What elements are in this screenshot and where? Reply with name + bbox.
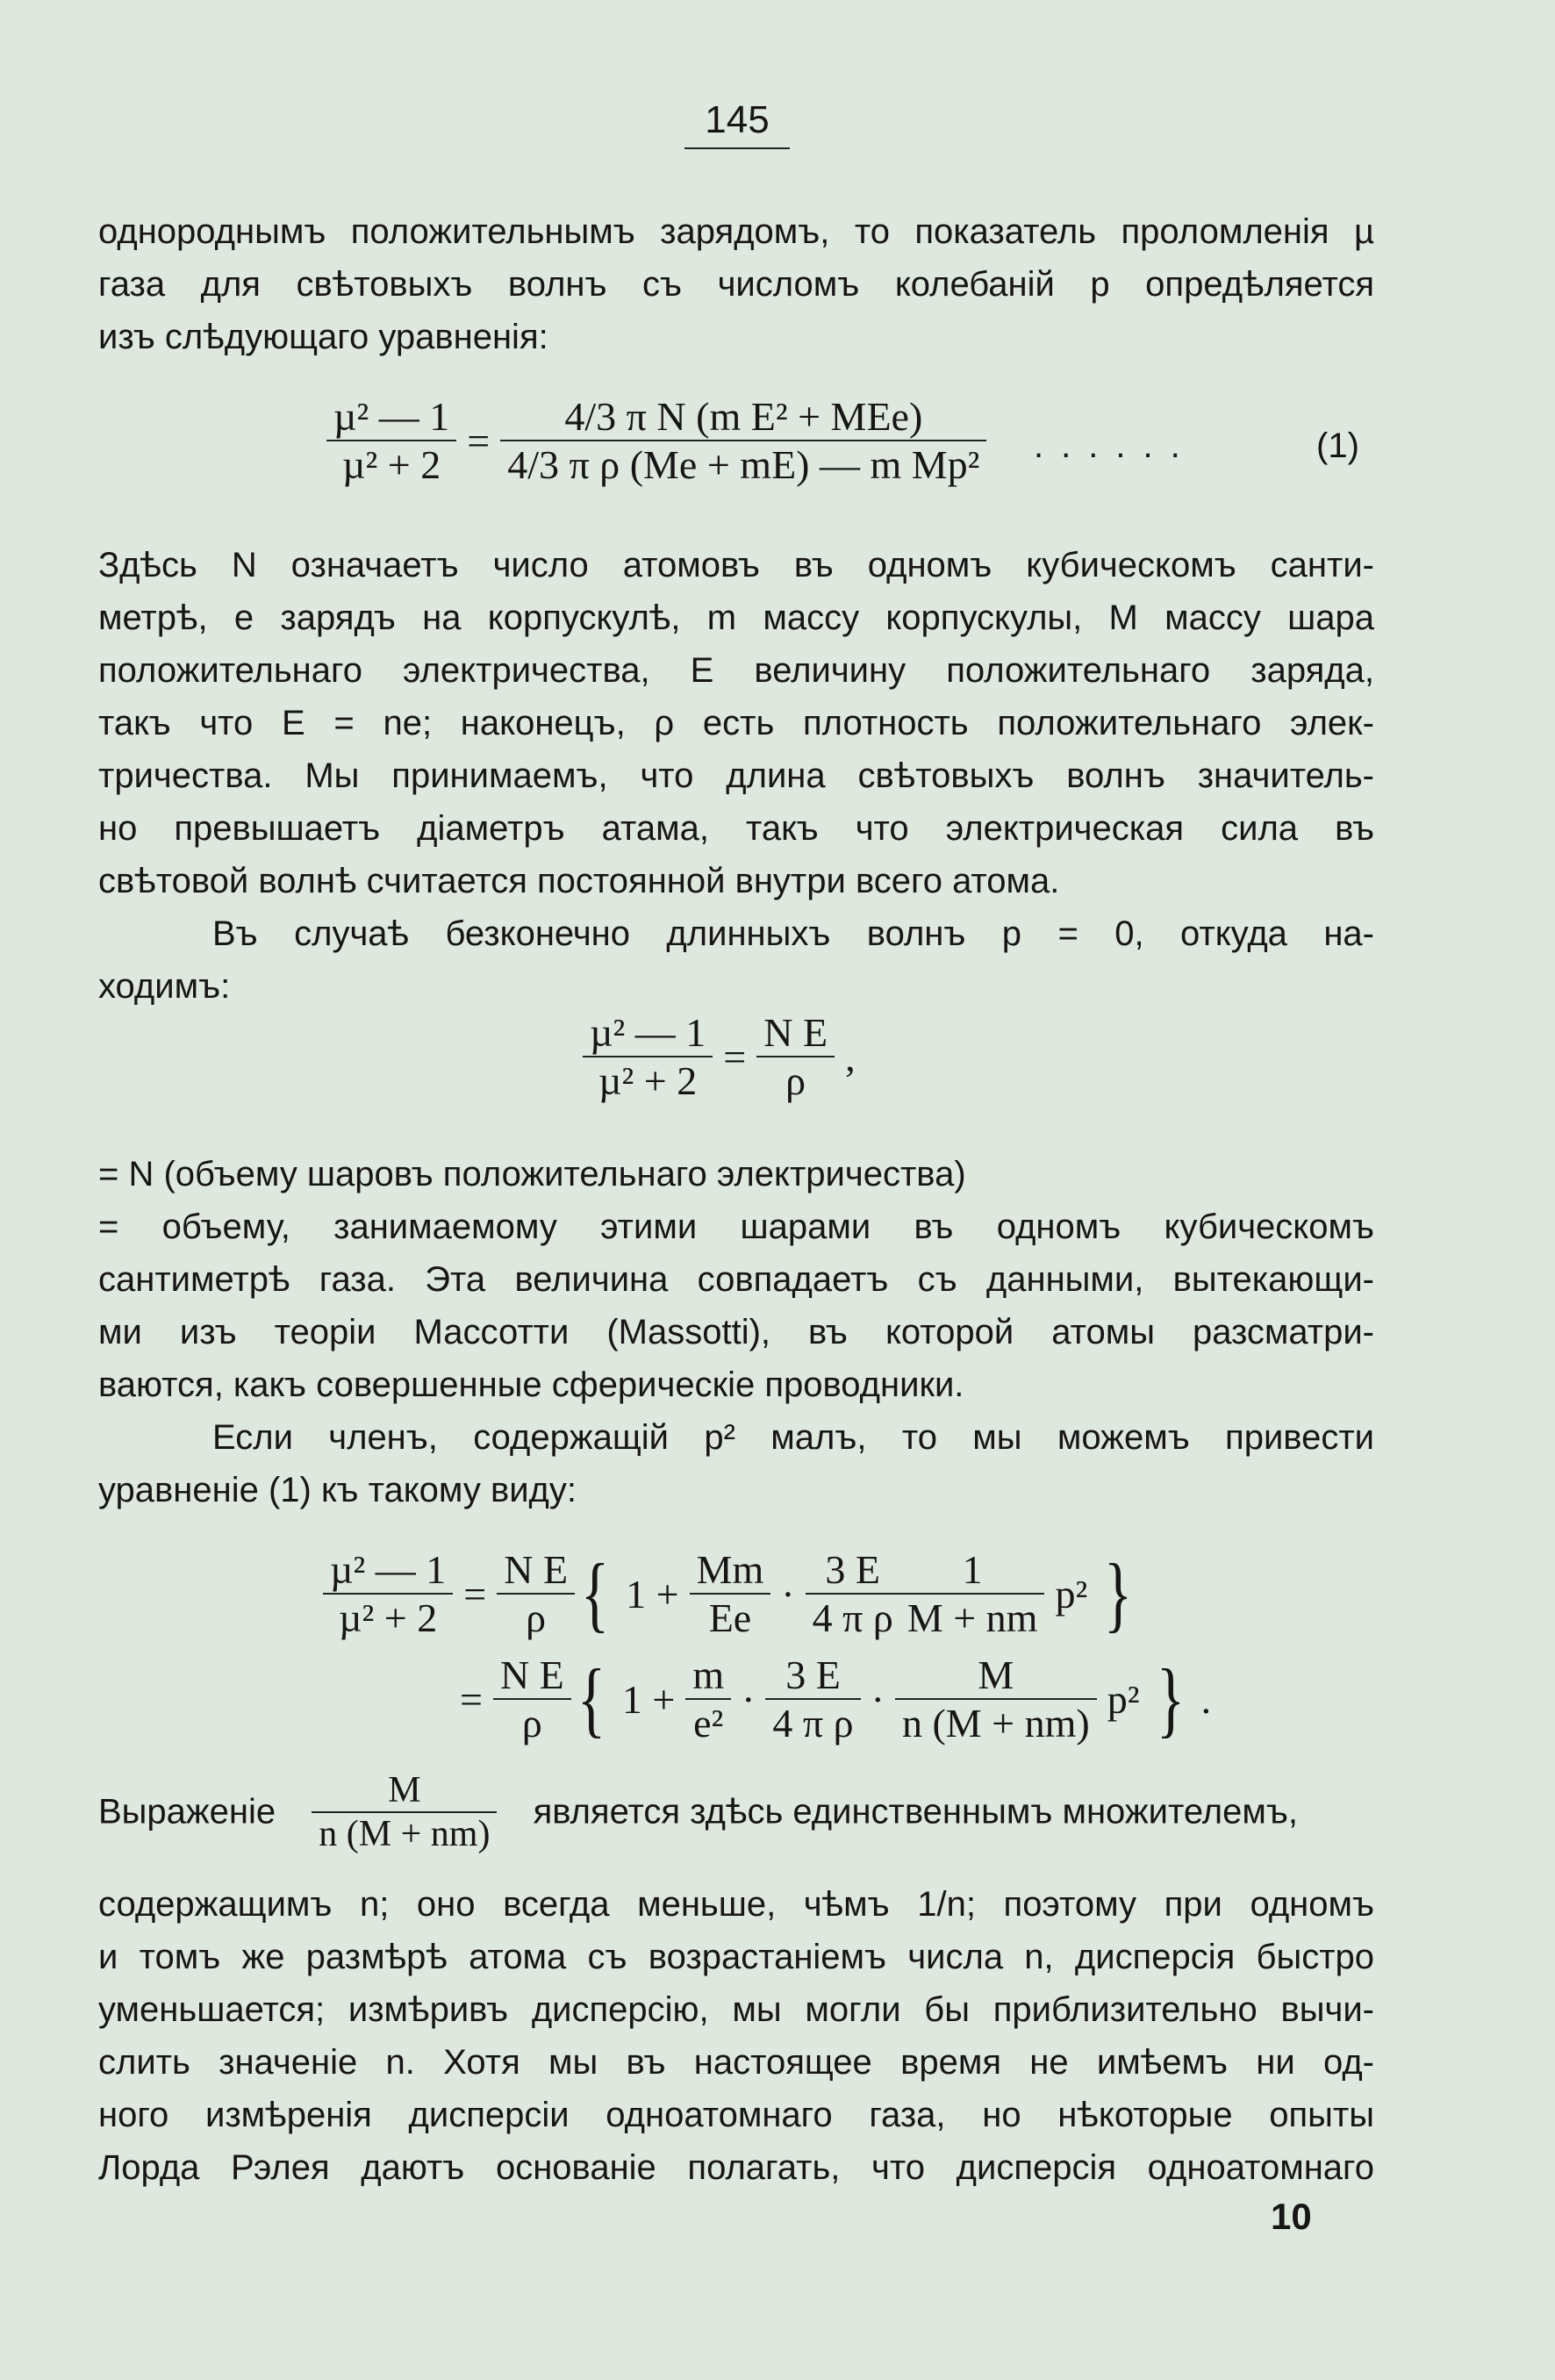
text-line: газа для свѣтовыхъ волнъ съ числомъ колебаній p опредѣляется xyxy=(98,265,1374,304)
eq3-lhs-denominator: µ² + 2 xyxy=(339,1595,438,1640)
text-line: = N (объему шаровъ положительнаго электричества) xyxy=(98,1155,966,1194)
right-brace: } xyxy=(1156,1652,1185,1746)
text-line: тричества. Мы принимаемъ, что длина свѣтовыхъ волнъ значитель- xyxy=(98,756,1374,795)
text-line: такъ что E = ne; наконецъ, ρ есть плотность положительнаго элек- xyxy=(98,704,1374,742)
text-fragment: является здѣсь единственнымъ множителемъ, xyxy=(533,1792,1298,1832)
equation-number: (1) xyxy=(1316,427,1359,465)
eq1-lhs-denominator: µ² + 2 xyxy=(342,442,441,487)
text-line: Въ случаѣ безконечно длинныхъ волнъ p = 0, откуда на- xyxy=(212,914,1374,953)
eq2-lhs-denominator: µ² + 2 xyxy=(598,1058,698,1103)
left-brace: { xyxy=(580,1546,610,1640)
signature-mark: 10 xyxy=(1271,2196,1312,2237)
eq3-frac-denominator: M + nm xyxy=(906,1595,1038,1640)
eq3-frac-numerator: 1 xyxy=(900,1546,1045,1595)
eq3-tail: p² xyxy=(1107,1676,1140,1722)
text-line: содержащимъ n; оно всегда меньше, чѣмъ 1/n; поэтому при одномъ xyxy=(98,1885,1374,1924)
text-line: положительнаго электричества, E величину положительнаго заряда, xyxy=(98,651,1374,690)
eq3-lhs-numerator: µ² — 1 xyxy=(323,1546,453,1595)
text-line: = объему, занимаемому этими шарами въ одномъ кубическомъ xyxy=(98,1208,1374,1246)
equation-3-row-2: = $\frac{\text{N E}}{\rho}$ { 1 + $\frac{m}{\text{e²}}$ · $\frac{3 E}{\text{4 π ρ}}$ · $\frac{M}{n (M + nm)}$ p² } . xyxy=(460,1652,1212,1746)
eq3-frac-denominator: 4 π ρ xyxy=(772,1701,854,1746)
eq3-frac-denominator: n (M + nm) xyxy=(901,1701,1090,1746)
inline-fraction xyxy=(312,1769,497,1855)
left-brace: { xyxy=(577,1652,606,1746)
eq3-frac-numerator: M xyxy=(895,1652,1097,1700)
text-line: ваются, какъ совершенные сферическіе проводники. xyxy=(98,1366,964,1404)
eq3-frac-denominator: e² xyxy=(693,1701,724,1746)
eq3-frac-denominator: ρ xyxy=(526,1595,547,1640)
text-line: однороднымъ положительнымъ зарядомъ, то показатель проломленія µ xyxy=(98,212,1374,251)
eq3-frac-numerator: Mm xyxy=(690,1546,771,1595)
text-line: и томъ же размѣрѣ атома съ возрастаніемъ числа n, дисперсія быстро xyxy=(98,1938,1374,1976)
text-line: Если членъ, содержащій p² малъ, то мы можемъ привести xyxy=(212,1418,1374,1457)
eq3-tail: p² xyxy=(1055,1571,1088,1617)
text-line: метрѣ, e зарядъ на корпускулѣ, m массу корпускулы, M массу шара xyxy=(98,599,1374,637)
text-line: ми изъ теоріи Массотти (Massotti), въ которой атомы разсматри- xyxy=(98,1313,1374,1351)
text-line: Лорда Рэлея даютъ основаніе полагать, что дисперсія одноатомнаго xyxy=(98,2148,1374,2187)
eq3-frac-denominator: 4 π ρ xyxy=(812,1595,893,1640)
eq1-lhs-numerator: µ² — 1 xyxy=(326,393,456,441)
expression-line xyxy=(98,1769,1374,1855)
text-line: но превышаетъ діаметръ атама, такъ что электрическая сила въ xyxy=(98,809,1374,848)
text-line: слить значеніе n. Хотя мы въ настоящее время не имѣемъ ни од- xyxy=(98,2043,1374,2082)
text-line: уменьшается; измѣривъ дисперсію, мы могли бы приблизительно вычи- xyxy=(98,1990,1374,2029)
eq2-lhs-numerator: µ² — 1 xyxy=(583,1009,713,1057)
text-line: сантиметрѣ газа. Эта величина совпадаетъ съ данными, вытекающи- xyxy=(98,1260,1374,1299)
text-fragment: Выраженіе xyxy=(98,1792,276,1832)
equation-1: $\frac{\text{µ² — 1}}{\text{µ² + 2}}$ = $\frac{\text{4/3 π N (m E² + MEe)}}{\text{4/3 π ρ (Me + mE) — m Mp²}}$ xyxy=(326,393,986,488)
text-line: Здѣсь N означаетъ число атомовъ въ одномъ кубическомъ санти- xyxy=(98,546,1374,584)
eq3-frac-numerator: N E xyxy=(493,1652,571,1700)
eq1-rhs-denominator: 4/3 π ρ (Me + mE) — m Mp² xyxy=(507,442,980,487)
eq3-frac-denominator: ρ xyxy=(521,1701,542,1746)
text-line: уравненіе (1) къ такому виду: xyxy=(98,1471,577,1509)
eq3-frac-numerator: N E xyxy=(497,1546,575,1595)
text-line: ного измѣренія дисперсіи одноатомнаго газа, но нѣкоторые опыты xyxy=(98,2096,1374,2134)
eq2-rhs-denominator: ρ xyxy=(785,1058,806,1103)
leader-dots: ...... xyxy=(1034,427,1198,465)
eq2-rhs-numerator: N E xyxy=(756,1009,835,1057)
equation-3-row-1: $\frac{\text{µ² — 1}}{\text{µ² + 2}}$ = $\frac{\text{N E}}{\rho}$ { 1 + $\frac{Mm}{Ee}$ · $\frac{3 E}{\text{4 π ρ}}$ $\frac{1}{M + nm}$ p² } xyxy=(323,1546,1138,1641)
right-brace: } xyxy=(1104,1546,1133,1640)
eq3-frac-numerator: 3 E xyxy=(806,1546,900,1595)
inline-fraction-numerator: M xyxy=(312,1769,497,1813)
equation-2: $\frac{\text{µ² — 1}}{\text{µ² + 2}}$ = $\frac{\text{N E}}{\rho}$ , xyxy=(583,1009,866,1104)
eq3-frac-numerator: m xyxy=(685,1652,731,1700)
text-line: ходимъ: xyxy=(98,967,231,1006)
eq1-rhs-numerator: 4/3 π N (m E² + MEe) xyxy=(500,393,986,441)
text-line: изъ слѣдующаго уравненія: xyxy=(98,318,548,356)
eq3-frac-denominator: Ee xyxy=(708,1595,752,1640)
page-number: 145 xyxy=(684,98,790,149)
text-line: свѣтовой волнѣ считается постоянной внутри всего атома. xyxy=(98,862,1060,900)
eq3-frac-numerator: 3 E xyxy=(765,1652,860,1700)
inline-fraction-denominator: n (M + nm) xyxy=(319,1814,491,1854)
